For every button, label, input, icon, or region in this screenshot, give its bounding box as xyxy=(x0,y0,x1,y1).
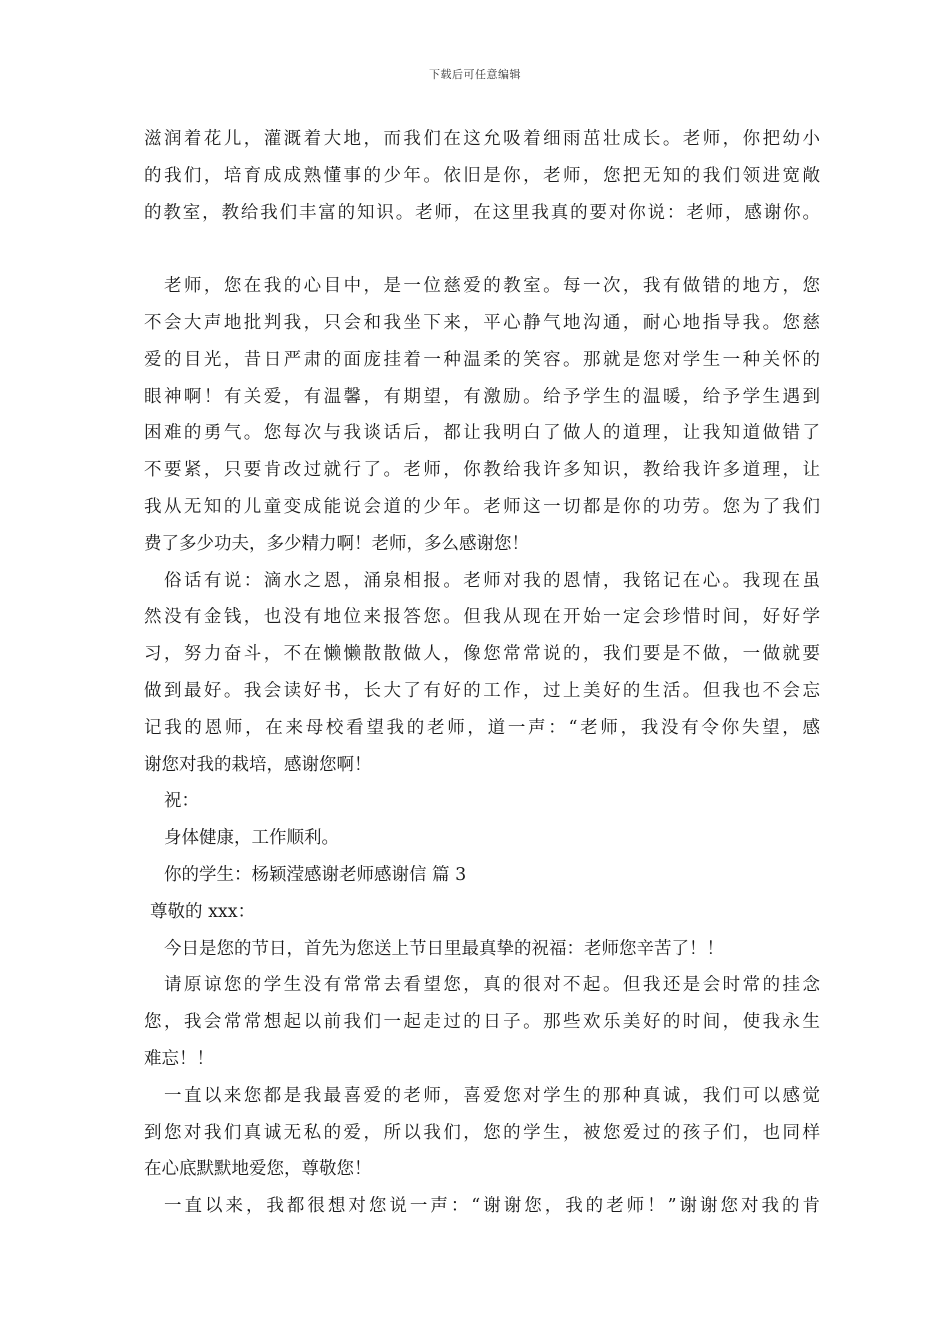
text-line: 谢您对我的栽培，感谢您啊！ xyxy=(144,754,372,775)
text-line: 然没有金钱，也没有地位来报答您。但我从现在开始一定会珍惜时间，好好学 xyxy=(144,607,820,628)
text-line: 今日是您的节日，首先为您送上节日里最真挚的祝福：老师您辛苦了！！ xyxy=(164,938,724,959)
text-line: 难忘！！ xyxy=(144,1048,214,1069)
text-line: 的我们，培育成成熟懂事的少年。依旧是你，老师，您把无知的我们领进宽敞 xyxy=(144,165,820,186)
text-line: 一直以来，我都很想对您说一声：“谢谢您，我的老师！”谢谢您对我的肯 xyxy=(164,1196,820,1217)
text-line: 到您对我们真诚无私的爱，所以我们，您的学生，被您爱过的孩子们，也同样 xyxy=(144,1122,820,1143)
body-text xyxy=(144,121,820,1225)
text-line: 不会大声地批判我，只会和我坐下来，平心静气地沟通，耐心地指导我。您慈 xyxy=(144,312,820,333)
text-line: 尊敬的 xxx： xyxy=(150,901,256,922)
text-line: 困难的勇气。您每次与我谈话后，都让我明白了做人的道理，让我知道做错了 xyxy=(144,423,820,444)
text-line: 老师，您在我的心目中，是一位慈爱的教室。每一次，我有做错的地方，您 xyxy=(164,276,820,297)
text-line: 做到最好。我会读好书，长大了有好的工作，过上美好的生活。但我也不会忘 xyxy=(144,680,820,701)
text-line: 习，努力奋斗，不在懒懒散散做人，像您常常说的，我们要是不做，一做就要 xyxy=(144,644,820,665)
text-line: 俗话有说：滴水之恩，涌泉相报。老师对我的恩情，我铭记在心。我现在虽 xyxy=(164,570,820,591)
page-header-note: 下载后可任意编辑 xyxy=(429,68,521,81)
text-line: 请原谅您的学生没有常常去看望您，真的很对不起。但我还是会时常的挂念 xyxy=(164,975,820,996)
text-line: 祝： xyxy=(164,791,199,812)
text-line: 我从无知的儿童变成能说会道的少年。老师这一切都是你的功劳。您为了我们 xyxy=(144,496,820,517)
text-line: 爱的目光，昔日严肃的面庞挂着一种温柔的笑容。那就是您对学生一种关怀的 xyxy=(144,349,820,370)
text-line: 记我的恩师，在来母校看望我的老师，道一声：“老师，我没有令你失望，感 xyxy=(144,717,820,738)
text-line: 眼神啊！有关爱，有温馨，有期望，有激励。给予学生的温暖，给予学生遇到 xyxy=(144,386,820,407)
text-line: 滋润着花儿，灌溉着大地，而我们在这允吸着细雨茁壮成长。老师，你把幼小 xyxy=(144,129,820,149)
text-line: 您，我会常常想起以前我们一起走过的日子。那些欢乐美好的时间，使我永生 xyxy=(144,1012,820,1033)
text-line: 你的学生：杨颖滢感谢老师感谢信 篇 3 xyxy=(164,864,467,885)
paragraph-gap xyxy=(144,231,820,268)
text-line: 的教室，教给我们丰富的知识。老师，在这里我真的要对你说：老师，感谢你。 xyxy=(144,202,820,223)
text-line: 在心底默默地爱您，尊敬您！ xyxy=(144,1159,372,1180)
text-line: 一直以来您都是我最喜爱的老师，喜爱您对学生的那种真诚，我们可以感觉 xyxy=(164,1085,820,1106)
text-line: 身体健康，工作顺利。 xyxy=(164,828,339,849)
text-line: 费了多少功夫，多少精力啊！老师，多么感谢您！ xyxy=(144,533,529,554)
text-line: 不要紧，只要肯改过就行了。老师，你教给我许多知识，教给我许多道理，让 xyxy=(144,460,820,481)
